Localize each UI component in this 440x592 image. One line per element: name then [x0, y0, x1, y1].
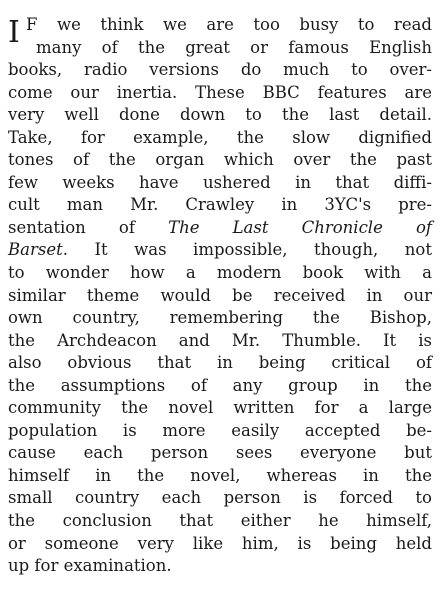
- article-line: books, radio versions do much to over-: [8, 60, 432, 80]
- drop-cap: I: [8, 15, 20, 50]
- article-line: many of the great or famous English: [36, 37, 432, 57]
- article-line: very well done down to the last detail.: [8, 105, 432, 125]
- cropped-heading: [0, 0, 440, 10]
- article-line: tones of the organ which over the past: [8, 150, 432, 170]
- article-line: the assumptions of any group in the: [8, 375, 432, 395]
- article-line: [8, 217, 432, 240]
- article-line: come our inertia. These BBC features are: [8, 82, 432, 102]
- article-line: also obvious that in being critical of: [8, 353, 432, 373]
- article-line: similar theme would be received in our: [8, 285, 432, 305]
- article-line: up for examination.: [8, 556, 172, 576]
- article-line: community the novel written for a large: [8, 398, 432, 418]
- article-body: [8, 14, 432, 578]
- article-line: to wonder how a modern book with a: [8, 263, 432, 283]
- article-line: cult man Mr. Crawley in 3YC's pre-: [8, 195, 432, 215]
- article-line: the Archdeacon and Mr. Thumble. It is: [8, 330, 432, 350]
- article-line: or someone very like him, is being held: [8, 533, 432, 553]
- article-line: [8, 239, 432, 262]
- article-line: cause each person sees everyone but: [8, 443, 432, 463]
- article-line: few weeks have ushered in that diffi-: [8, 172, 432, 192]
- article-line: the conclusion that either he himself,: [8, 511, 432, 531]
- article-line: Take, for example, the slow dignified: [8, 127, 432, 147]
- article-line: population is more easily accepted be-: [8, 420, 432, 440]
- book-title-continued: Barset: [8, 240, 63, 260]
- article-line: F we think we are too busy to read: [26, 15, 432, 34]
- article-line: own country, remembering the Bishop,: [8, 308, 432, 328]
- article-line: small country each person is forced to: [8, 488, 432, 508]
- book-title: The Last Chronicle of: [168, 217, 433, 237]
- text-segment: sentation of: [8, 217, 169, 237]
- text-segment: . It was impossible, though, not: [62, 240, 432, 260]
- article-line: himself in the novel, whereas in the: [8, 465, 432, 485]
